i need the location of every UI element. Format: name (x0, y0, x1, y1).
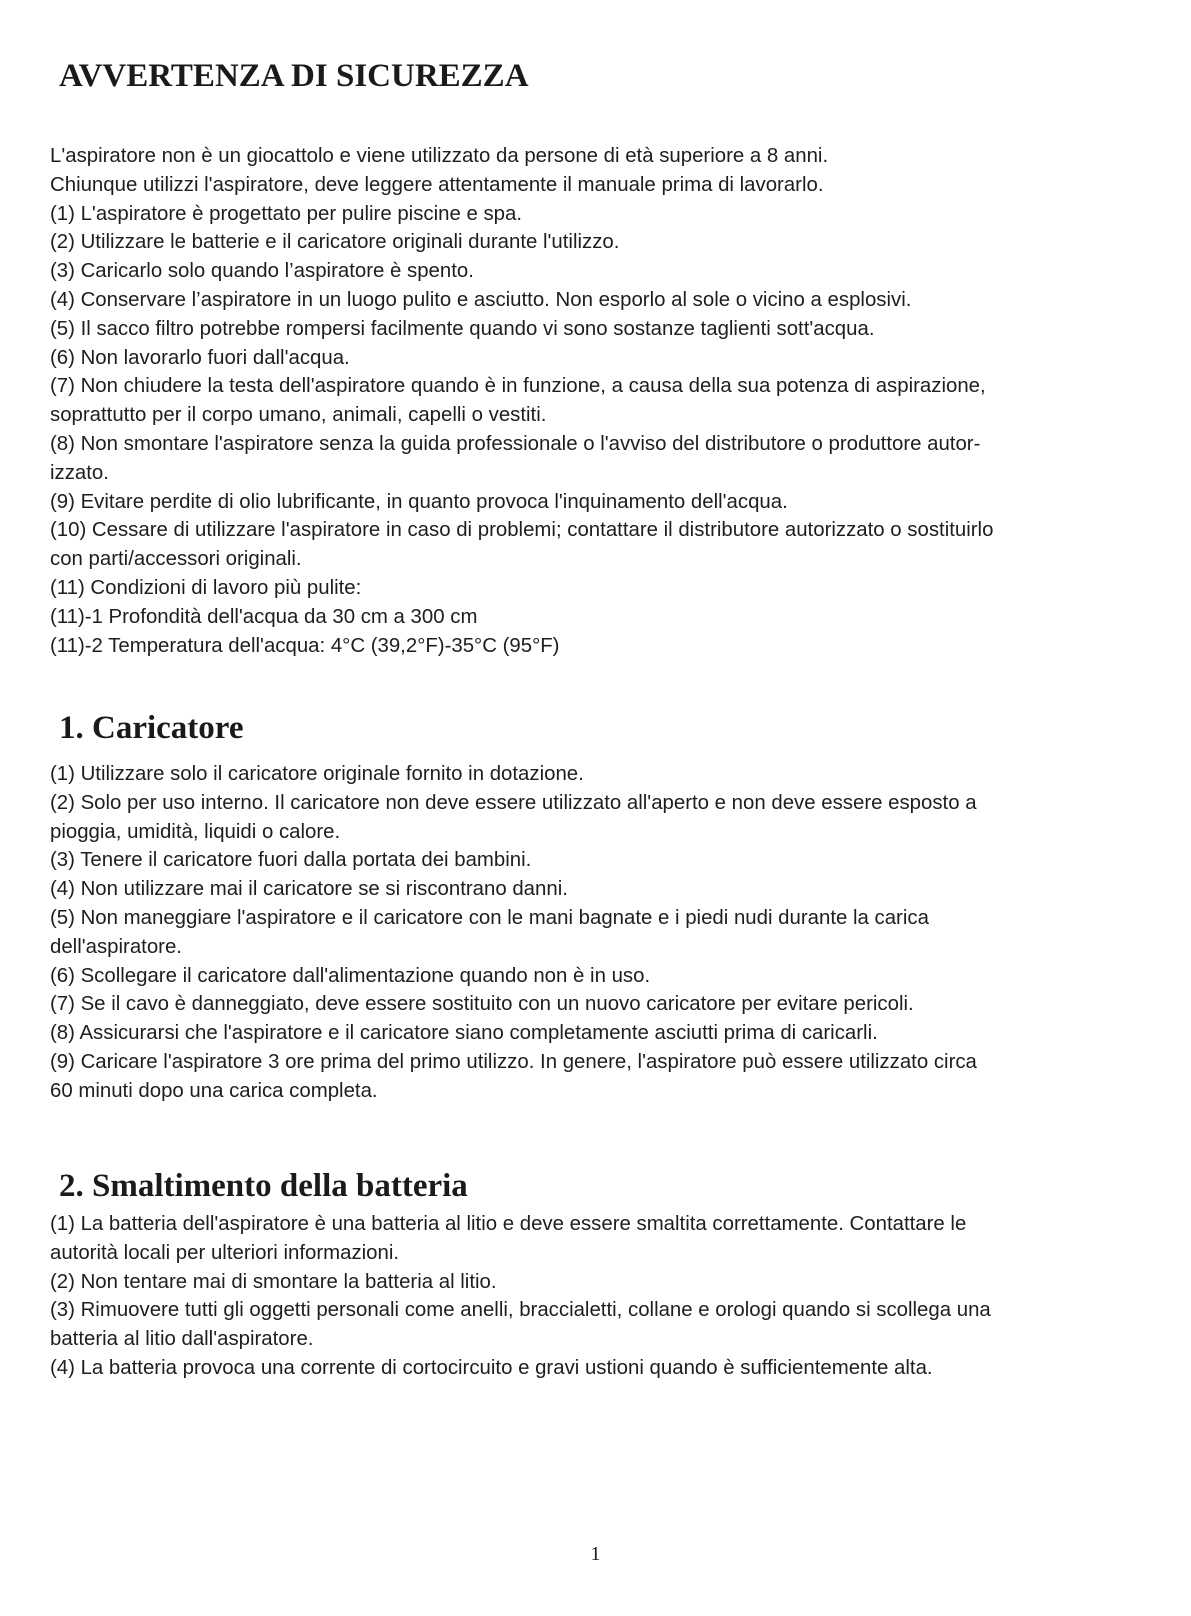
text-line: soprattutto per il corpo umano, animali, capelli o vestiti. (50, 404, 547, 427)
text-line: (2) Utilizzare le batterie e il caricatore originali durante l'utilizzo. (50, 231, 620, 254)
safety-warning-text (50, 142, 1160, 660)
text-line: con parti/accessori originali. (50, 548, 302, 571)
text-line: batteria al litio dall'aspiratore. (50, 1328, 314, 1351)
text-line: (11) Condizioni di lavoro più pulite: (50, 576, 362, 599)
text-line: (9) Evitare perdite di olio lubrificante, in quanto provoca l'inquinamento dell'acqua. (50, 490, 788, 513)
text-line: (4) La batteria provoca una corrente di cortocircuito e gravi ustioni quando è sufficientemente alta. (50, 1356, 933, 1379)
battery-disposal-text (50, 1210, 1160, 1383)
text-line: (11)-1 Profondità dell'acqua da 30 cm a 300 cm (50, 605, 478, 628)
text-line: (8) Non smontare l'aspiratore senza la guida professionale o l'avviso del distributore o produttore autor- (50, 432, 981, 455)
text-line: (4) Non utilizzare mai il caricatore se si riscontrano danni. (50, 878, 568, 901)
text-line: (1) La batteria dell'aspiratore è una batteria al litio e deve essere smaltita correttamente. Contattare le (50, 1213, 967, 1235)
safety-warning-heading: AVVERTENZA DI SICUREZZA (59, 58, 529, 94)
charger-text (50, 760, 1160, 1106)
text-line: pioggia, umidità, liquidi o calore. (50, 820, 341, 843)
text-line: dell'aspiratore. (50, 935, 182, 958)
battery-disposal-heading: 2. Smaltimento della batteria (59, 1168, 468, 1204)
text-line: (4) Conservare l’aspiratore in un luogo pulito e asciutto. Non esporlo al sole o vicino a esplosivi. (50, 288, 912, 311)
text-line: (11)-2 Temperatura dell'acqua: 4°C (39,2°F)-35°C (95°F) (50, 634, 560, 657)
charger-heading: 1. Caricatore (59, 710, 244, 746)
text-line: (6) Non lavorarlo fuori dall'acqua. (50, 346, 350, 369)
text-line: (10) Cessare di utilizzare l'aspiratore in caso di problemi; contattare il distributore autorizzato o sostituirlo (50, 519, 994, 542)
text-line: (5) Il sacco filtro potrebbe rompersi facilmente quando vi sono sostanze taglienti sott'acqua. (50, 317, 875, 340)
text-line: (1) L'aspiratore è progettato per pulire piscine e spa. (50, 202, 523, 225)
text-line: L'aspiratore non è un giocattolo e viene utilizzato da persone di età superiore a 8 anni. (50, 145, 829, 167)
text-line: (3) Caricarlo solo quando l’aspiratore è spento. (50, 260, 474, 283)
text-line: (7) Se il cavo è danneggiato, deve essere sostituito con un nuovo caricatore per evitare pericoli. (50, 993, 914, 1016)
text-line: autorità locali per ulteriori informazioni. (50, 1241, 400, 1264)
text-line: (6) Scollegare il caricatore dall'alimentazione quando non è in uso. (50, 964, 651, 987)
text-line: (3) Tenere il caricatore fuori dalla portata dei bambini. (50, 849, 532, 872)
text-line: (2) Non tentare mai di smontare la batteria al litio. (50, 1270, 497, 1293)
text-line: 60 minuti dopo una carica completa. (50, 1079, 378, 1102)
text-line: izzato. (50, 461, 109, 484)
text-line: (3) Rimuovere tutti gli oggetti personali come anelli, braccialetti, collane e orologi quando si scollega una (50, 1299, 991, 1322)
text-line: Chiunque utilizzi l'aspiratore, deve leggere attentamente il manuale prima di lavorarlo. (50, 173, 824, 196)
text-line: (2) Solo per uso interno. Il caricatore non deve essere utilizzato all'aperto e non deve essere esposto a (50, 791, 977, 814)
text-line: (8) Assicurarsi che l'aspiratore e il caricatore siano completamente asciutti prima di caricarli. (50, 1022, 878, 1045)
page-number: 1 (590, 1543, 601, 1565)
text-line: (1) Utilizzare solo il caricatore originale fornito in dotazione. (50, 763, 584, 785)
text-line: (5) Non maneggiare l'aspiratore e il caricatore con le mani bagnate e i piedi nudi durante la carica (50, 906, 929, 929)
text-line: (7) Non chiudere la testa dell'aspiratore quando è in funzione, a causa della sua potenza di aspirazione, (50, 375, 986, 398)
text-line: (9) Caricare l'aspiratore 3 ore prima del primo utilizzo. In genere, l'aspiratore può essere utilizzato circa (50, 1050, 977, 1073)
